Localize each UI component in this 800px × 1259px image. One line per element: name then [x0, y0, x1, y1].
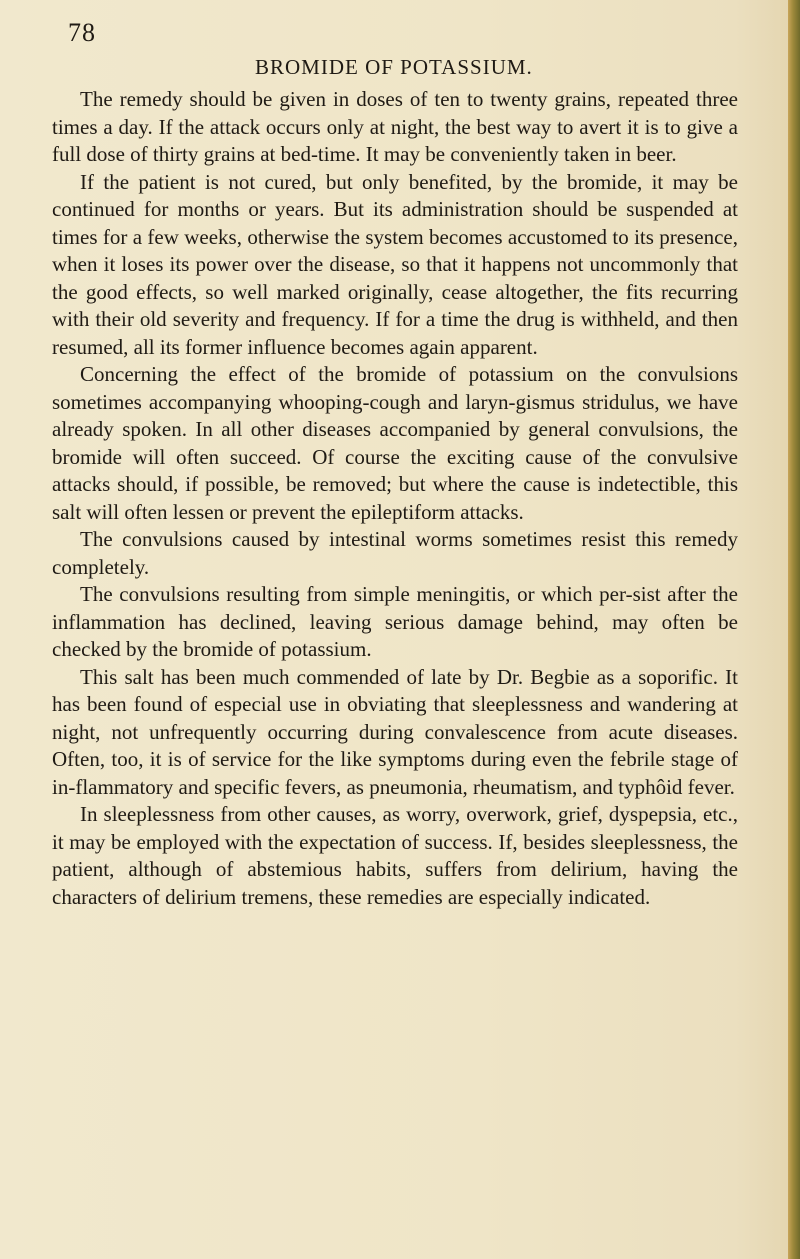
- paragraph-continuation: If the patient is not cured, but only benefited, by the bromide, it may be continued for months or years. But its administration should be suspended at times for a few weeks, otherwise the system becomes accustomed to its presence, when it loses its power over the disease, so that it happens not uncommonly that the good effects, so well marked originally, cease altogether, the fits recurring with their old severity and frequency. If for a time the drug is withheld, and then resumed, all its former influence becomes again apparent.: [52, 169, 738, 359]
- page-edge: [788, 0, 800, 1259]
- page-number: 78: [68, 18, 96, 47]
- running-head: BROMIDE OF POTASSIUM.: [255, 55, 533, 79]
- paragraph-soporific: This salt has been much commended of late by Dr. Begbie as a soporific. It has been found of especial use in obviating that sleeplessness and wandering at night, not unfrequently occurring during convalescence from acute diseases. Often, too, it is of service for the like symptoms during even the febrile stage of in-flammatory and specific fevers, as pneumonia, rheumatism, and typhôid fever.: [52, 664, 738, 799]
- paragraph-sleeplessness: In sleeplessness from other causes, as worry, overwork, grief, dyspepsia, etc., it may be employed with the expectation of success. If, besides sleeplessness, the patient, although of abstemious habits, suffers from delirium, having the characters of delirium tremens, these remedies are especially indicated.: [52, 802, 738, 909]
- paragraph-convulsions: Concerning the effect of the bromide of potassium on the convulsions sometimes accompanying whooping-cough and laryn-gismus stridulus, we have already spoken. In all other diseases accompanied by general convulsions, the bromide will often succeed. Of course the exciting cause of the convulsive attacks should, if possible, be removed; but where the cause is indetectible, this salt will often lessen or prevent the epileptiform attacks.: [52, 362, 738, 524]
- paragraph-dosage: The remedy should be given in doses of ten to twenty grains, repeated three times a day. If the attack occurs only at night, the best way to avert it is to give a full dose of thirty grains at bed-time. It may be conveniently taken in beer.: [52, 87, 738, 166]
- paragraph-meningitis: The convulsions resulting from simple meningitis, or which per-sist after the inflammation has declined, leaving serious damage behind, may often be checked by the bromide of potassium.: [52, 582, 738, 661]
- paragraph-worms: The convulsions caused by intestinal worms sometimes resist this remedy completely.: [52, 527, 738, 579]
- body-text: [52, 86, 738, 911]
